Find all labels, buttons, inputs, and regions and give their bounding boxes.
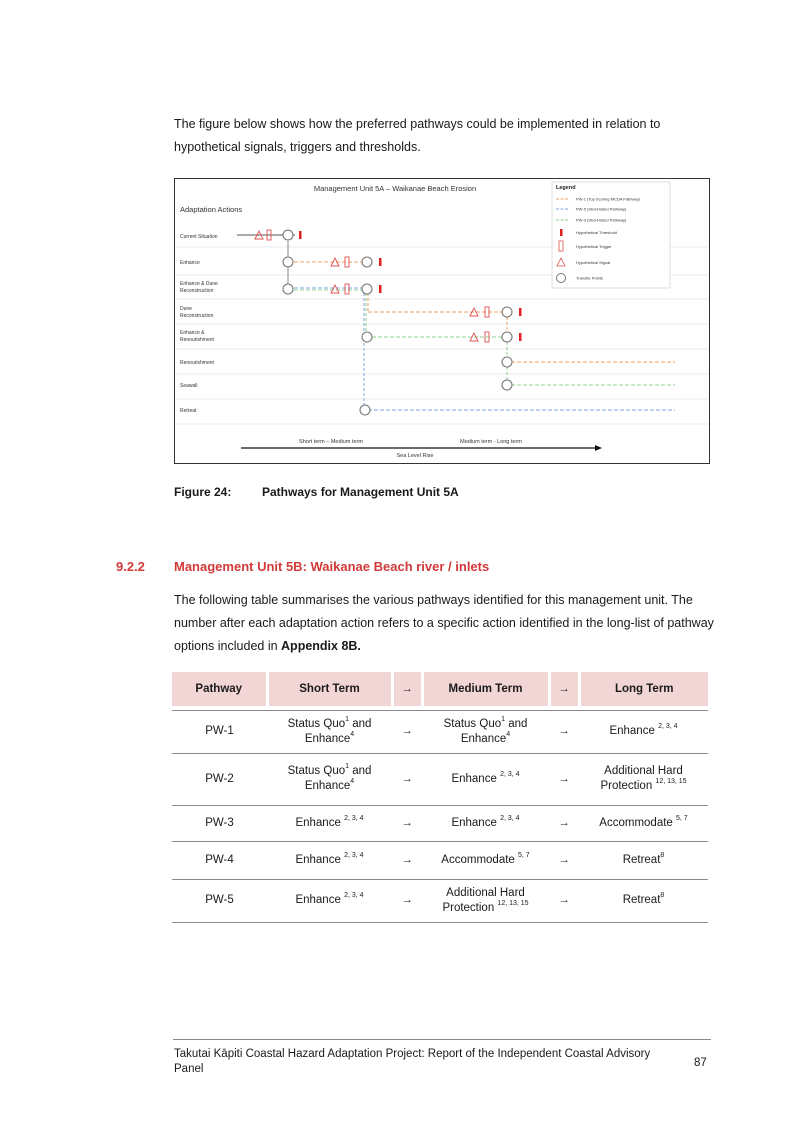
legend-item-pw5: PW-5 (Short-listed Pathway) — [576, 206, 627, 212]
cell-medium — [422, 753, 549, 805]
cell-pathway: PW-3 — [172, 805, 267, 841]
cell-text: and Enhance — [304, 717, 372, 745]
row-label-dune: Dune — [180, 306, 192, 312]
transfer-point-icon — [362, 257, 372, 267]
legend-item-pw1: PW-1 (Top Scoring MCDA Pathway) — [576, 196, 640, 202]
cell-text: Status Quo — [443, 717, 502, 730]
cell-text: Retreat — [622, 894, 661, 906]
footer-text: Takutai Kāpiti Coastal Hazard Adaptation Project: Report of the Independent Coastal Advisory Panel — [174, 1048, 651, 1075]
cell-text: Enhance — [451, 816, 501, 829]
cell-pathway: PW-1 — [172, 710, 267, 753]
action-reference: 8 — [660, 892, 665, 899]
cell-text: Status Quo — [287, 717, 346, 730]
header-short-term: Short Term — [267, 672, 392, 706]
table-row — [172, 841, 708, 879]
pathways-table — [172, 672, 708, 923]
threshold-icon — [519, 308, 522, 316]
signal-icon — [331, 285, 339, 293]
cell-text: and Enhance — [304, 765, 372, 792]
header-medium-term: Medium Term — [422, 672, 549, 706]
threshold-icon — [299, 231, 302, 239]
row-label-enhance: Enhance — [180, 260, 200, 266]
cell-pathway: PW-4 — [172, 841, 267, 879]
cell-arrow: → — [392, 805, 422, 841]
figure-caption — [174, 485, 459, 499]
table-row — [172, 753, 708, 805]
header-arrow: → — [392, 672, 422, 706]
transfer-point-icon — [360, 405, 370, 415]
action-reference: 2, 3, 4 — [658, 723, 678, 730]
cell-arrow: → — [392, 753, 422, 805]
section-title: Management Unit 5B: Waikanae Beach river / inlets — [174, 559, 490, 574]
cell-text: Enhance — [295, 816, 345, 829]
row-label-enh-renourish: Enhance & — [180, 330, 205, 336]
table-header-row — [172, 672, 708, 706]
row-label-seawall: Seawall — [180, 383, 198, 389]
transfer-point-icon — [283, 230, 293, 240]
action-reference: 4 — [506, 730, 511, 738]
time-label-long: Medium term - Long term — [460, 439, 522, 445]
transfer-point-icon — [502, 357, 512, 367]
time-label-short: Short term – Medium term — [299, 439, 363, 445]
transfer-point-icon — [283, 257, 293, 267]
cell-medium — [422, 710, 549, 753]
threshold-icon — [379, 258, 382, 266]
action-reference: 12, 13, 15 — [497, 899, 529, 907]
row-label-renourishment: Renourishment — [180, 360, 214, 366]
cell-text: Additional Hard Protection — [600, 765, 683, 792]
cell-long — [579, 753, 708, 805]
pathways-figure — [174, 178, 710, 464]
transfer-point-icon — [502, 380, 512, 390]
cell-long — [579, 841, 708, 879]
cell-medium — [422, 879, 549, 922]
cell-arrow: → — [392, 841, 422, 879]
action-reference: 4 — [350, 778, 355, 785]
action-reference: 2, 3, 4 — [344, 892, 364, 899]
action-reference: 1 — [345, 715, 350, 723]
row-label-enhance-dune: Enhance & Dune — [180, 281, 218, 287]
pathways-diagram — [175, 179, 709, 463]
action-reference: 4 — [350, 730, 355, 738]
cell-long — [579, 710, 708, 753]
cell-arrow: → — [392, 710, 422, 753]
arrow-head-icon — [595, 445, 602, 451]
action-reference: 5, 7 — [518, 851, 530, 859]
transfer-point-icon — [557, 274, 566, 283]
threshold-icon — [560, 229, 563, 236]
action-reference: 1 — [345, 763, 350, 770]
cell-text: Accommodate — [599, 816, 676, 829]
legend-item-transfer: Transfer Points — [576, 275, 603, 281]
cell-arrow: → — [549, 805, 579, 841]
cell-text: Status Quo — [287, 765, 346, 777]
transfer-point-icon — [362, 284, 372, 294]
section-number: 9.2.2 — [116, 559, 145, 574]
cell-text: and Enhance — [460, 717, 528, 745]
cell-short — [267, 805, 392, 841]
action-reference: 2, 3, 4 — [500, 814, 520, 822]
table-body — [172, 706, 708, 922]
cell-text: Enhance — [609, 725, 659, 737]
header-arrow: → — [549, 672, 579, 706]
header-pathway: Pathway — [172, 672, 267, 706]
legend-item-signal: Hypothetical Signal — [576, 260, 611, 265]
cell-arrow: → — [549, 841, 579, 879]
action-reference: 2, 3, 4 — [344, 814, 364, 822]
legend-item-trigger: Hypothetical Trigger — [576, 244, 612, 249]
sea-level-label: Sea Level Rise — [396, 453, 434, 459]
pathway-markers — [255, 230, 522, 415]
axis-heading: Adaptation Actions — [180, 205, 243, 214]
appendix-reference: Appendix 8B. — [281, 639, 361, 653]
table-row — [172, 879, 708, 922]
action-reference: 12, 13, 15 — [655, 778, 687, 785]
row-label-retreat: Retreat — [180, 408, 197, 414]
table-row — [172, 710, 708, 753]
row-label-dune-2: Reconstruction — [180, 313, 214, 319]
action-reference: 8 — [660, 851, 665, 859]
transfer-point-icon — [362, 332, 372, 342]
cell-short — [267, 753, 392, 805]
page-number: 87 — [694, 1057, 707, 1069]
body-text: The following table summarises the various pathways identified for this management unit. The number after each adaptation action refers to a specific action identified in the long-list of pathway options included in — [174, 593, 714, 653]
legend-title: Legend — [556, 185, 576, 191]
cell-long — [579, 879, 708, 922]
action-reference: 2, 3, 4 — [500, 770, 520, 778]
cell-text: Accommodate — [441, 853, 518, 866]
cell-text: Additional Hard Protection — [442, 886, 525, 914]
threshold-icon — [519, 333, 522, 341]
cell-text: Enhance — [295, 853, 345, 866]
cell-medium — [422, 805, 549, 841]
cell-text: Enhance — [295, 894, 345, 906]
header-long-term: Long Term — [579, 672, 708, 706]
figure-caption-text: Pathways for Management Unit 5A — [262, 485, 459, 499]
legend — [552, 182, 670, 288]
body-paragraph — [174, 589, 714, 658]
transfer-point-icon — [283, 284, 293, 294]
figure-number: Figure 24: — [174, 485, 232, 499]
action-reference: 5, 7 — [676, 814, 688, 822]
transfer-point-icon — [502, 332, 512, 342]
footer-divider — [173, 1039, 711, 1040]
action-reference: 1 — [501, 715, 506, 723]
row-label-enhance-dune-2: Reconstruction — [180, 288, 214, 294]
cell-arrow: → — [549, 710, 579, 753]
section-heading — [116, 559, 489, 574]
table-row — [172, 805, 708, 841]
cell-arrow: → — [392, 879, 422, 922]
intro-paragraph: The figure below shows how the preferred pathways could be implemented in relation to hypothetical signals, triggers and thresholds. — [174, 117, 661, 154]
row-label-enh-renourish-2: Renourishment — [180, 337, 214, 343]
legend-item-pw3: PW-3 (Short-listed Pathway) — [576, 217, 627, 223]
cell-short — [267, 841, 392, 879]
action-reference: 2, 3, 4 — [344, 851, 364, 859]
cell-short — [267, 879, 392, 922]
threshold-icon — [379, 285, 382, 293]
transfer-point-icon — [502, 307, 512, 317]
legend-item-threshold: Hypothetical Threshold — [576, 230, 617, 235]
figure-title: Management Unit 5A – Waikanae Beach Erosion — [313, 184, 477, 193]
cell-medium — [422, 841, 549, 879]
cell-text: Enhance — [451, 772, 501, 785]
trigger-icon — [345, 284, 349, 294]
cell-arrow: → — [549, 879, 579, 922]
cell-pathway: PW-2 — [172, 753, 267, 805]
cell-arrow: → — [549, 753, 579, 805]
row-label-current: Current Situation — [180, 234, 218, 240]
cell-text: Retreat — [622, 853, 661, 866]
cell-short — [267, 710, 392, 753]
cell-long — [579, 805, 708, 841]
cell-pathway: PW-5 — [172, 879, 267, 922]
